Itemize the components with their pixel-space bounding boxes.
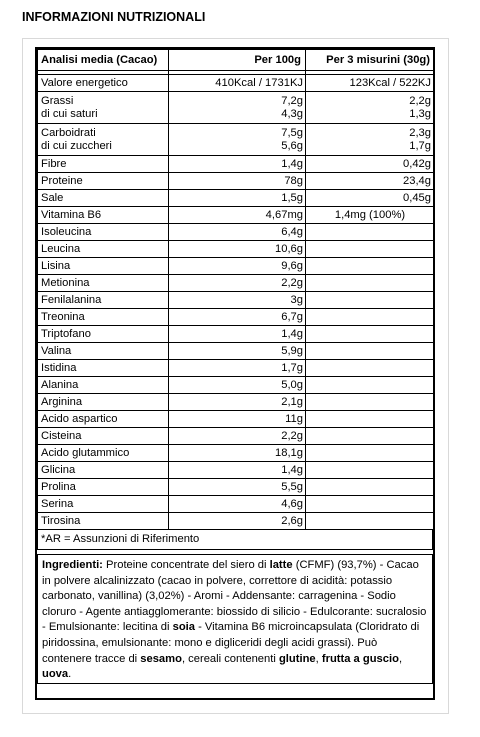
- table-row: [38, 326, 434, 343]
- row-label-value: Isoleucina: [41, 225, 92, 238]
- row-per-100g: [169, 275, 306, 292]
- row-per-100g-value: 3g: [290, 293, 303, 306]
- row-label-sub-value: di cui saturi: [41, 107, 98, 120]
- row-label: [38, 326, 169, 343]
- row-per-serving: [306, 173, 434, 190]
- table-row: [38, 462, 434, 479]
- row-label: [38, 173, 169, 190]
- row-label: [38, 513, 169, 530]
- row-per-100g: [169, 124, 306, 156]
- row-per-100g-value: 4,6g: [281, 497, 303, 510]
- row-label: [38, 224, 169, 241]
- row-label-value: Fenilalanina: [41, 293, 102, 306]
- row-per-serving: [306, 92, 434, 124]
- row-per-serving: [306, 462, 434, 479]
- table-row: [38, 224, 434, 241]
- row-label: [38, 445, 169, 462]
- ingredient-bold-text: soia: [172, 621, 195, 634]
- row-per-100g-value: 2,2g: [281, 429, 303, 442]
- ingredient-text: (CFMF) (93,7%) - Cacao in polvere alcalinizzato (cacao in polvere, correttore di acidità: potassio carbonato, vanillina) (3,02%) - Aromi - Addensante: carragenina - Sodio cloruro - Agente antiagglomerante: biossido di silicio - Edulcorante: sucralosio - Emulsionante: lecitina di: [42, 559, 427, 634]
- row-label-value: Sale: [41, 191, 64, 204]
- row-per-serving: [306, 124, 434, 156]
- row-per-serving: [306, 496, 434, 513]
- table-row: [38, 479, 434, 496]
- row-label-value: Valina: [41, 344, 72, 357]
- row-per-100g: [169, 411, 306, 428]
- table-row: [38, 377, 434, 394]
- row-per-100g: [169, 462, 306, 479]
- table-row: [38, 309, 434, 326]
- row-per-100g: [169, 258, 306, 275]
- row-per-serving: [306, 207, 434, 224]
- row-label: [38, 75, 169, 92]
- row-label-value: Serina: [41, 497, 74, 510]
- row-label-value: Grassi: [41, 94, 74, 107]
- row-per-100g: [169, 513, 306, 530]
- row-per-serving-sub-value: 1,7g: [409, 139, 431, 152]
- row-per-serving-value: 2,3g: [409, 126, 431, 139]
- table-row: [38, 292, 434, 309]
- ingredient-bold-text: glutine: [278, 652, 316, 665]
- row-per-100g-value: 5,9g: [281, 344, 303, 357]
- table-row: [38, 124, 434, 156]
- row-label: [38, 124, 169, 156]
- row-per-serving: [306, 309, 434, 326]
- row-per-100g: [169, 292, 306, 309]
- table-row: [38, 156, 434, 173]
- ingredient-text: ,: [398, 652, 403, 665]
- row-per-100g: [169, 496, 306, 513]
- row-per-100g-value: 11g: [285, 412, 303, 425]
- row-per-serving: [306, 241, 434, 258]
- row-label-value: Acido aspartico: [41, 412, 118, 425]
- row-label: [38, 190, 169, 207]
- nutrition-table: [35, 47, 435, 700]
- row-per-100g-value: 7,5g: [281, 126, 303, 139]
- row-per-serving-value: 0,45g: [403, 191, 431, 204]
- ingredient-text: Proteine concentrate del siero di: [102, 559, 270, 571]
- row-per-100g: [169, 156, 306, 173]
- row-per-100g: [169, 377, 306, 394]
- row-per-100g: [169, 224, 306, 241]
- row-label: [38, 275, 169, 292]
- row-label: [38, 241, 169, 258]
- row-per-serving: [306, 190, 434, 207]
- header-per-100g: Per 100g: [169, 50, 306, 71]
- table-row: [38, 275, 434, 292]
- row-label: [38, 394, 169, 411]
- row-per-100g: [169, 394, 306, 411]
- row-per-100g: [169, 92, 306, 124]
- row-label-value: Proteine: [41, 174, 83, 187]
- row-label-value: Arginina: [41, 395, 83, 408]
- row-label-sub-value: di cui zuccheri: [41, 139, 112, 152]
- table-row: [38, 394, 434, 411]
- row-per-serving-value: 0,42g: [403, 157, 431, 170]
- row-label-value: Triptofano: [41, 327, 91, 340]
- row-per-100g-value: 2,6g: [281, 514, 303, 527]
- row-per-serving: [306, 156, 434, 173]
- row-per-serving: [306, 411, 434, 428]
- row-per-100g: [169, 241, 306, 258]
- row-per-100g: [169, 309, 306, 326]
- row-per-100g-value: 410Kcal / 1731KJ: [215, 76, 303, 89]
- row-label-value: Treonina: [41, 310, 85, 323]
- table-row: [38, 173, 434, 190]
- row-label: [38, 207, 169, 224]
- page-title: INFORMAZIONI NUTRIZIONALI: [22, 10, 206, 24]
- ingredient-bold-text: sesamo: [140, 652, 182, 665]
- reference-note: *AR = Assunzioni di Riferimento: [37, 530, 433, 550]
- row-label: [38, 309, 169, 326]
- row-per-100g-value: 1,5g: [281, 191, 303, 204]
- row-per-100g: [169, 445, 306, 462]
- row-label-value: Carboidrati: [41, 126, 96, 139]
- row-label: [38, 92, 169, 124]
- row-per-serving: [306, 394, 434, 411]
- row-per-serving: [306, 377, 434, 394]
- row-per-100g-value: 78g: [284, 174, 303, 187]
- row-per-100g-sub-value: 5,6g: [281, 139, 303, 152]
- row-per-serving: [306, 292, 434, 309]
- row-per-100g-value: 1,7g: [281, 361, 303, 374]
- row-per-serving: [306, 75, 434, 92]
- row-per-serving: [306, 258, 434, 275]
- row-per-100g: [169, 173, 306, 190]
- row-per-100g-value: 10,6g: [275, 242, 303, 255]
- row-per-serving-sub-value: 1,3g: [409, 107, 431, 120]
- row-label-value: Acido glutammico: [41, 446, 130, 459]
- row-per-100g: [169, 207, 306, 224]
- table-row: [38, 190, 434, 207]
- row-label: [38, 411, 169, 428]
- row-per-100g: [169, 479, 306, 496]
- row-per-serving: [306, 224, 434, 241]
- row-per-100g-value: 1,4g: [281, 157, 303, 170]
- row-per-100g: [169, 360, 306, 377]
- row-per-100g-value: 2,2g: [281, 276, 303, 289]
- row-per-serving: [306, 326, 434, 343]
- ingredient-text: , cereali contenenti: [181, 652, 279, 665]
- row-label-value: Fibre: [41, 157, 67, 170]
- row-per-100g: [169, 343, 306, 360]
- row-per-serving: [306, 445, 434, 462]
- row-per-100g: [169, 190, 306, 207]
- row-label: [38, 496, 169, 513]
- row-per-serving-value: 2,2g: [409, 94, 431, 107]
- row-per-100g-value: 7,2g: [281, 94, 303, 107]
- row-per-serving-value: 23,4g: [403, 174, 431, 187]
- row-label-value: Lisina: [41, 259, 71, 272]
- row-label: [38, 156, 169, 173]
- row-per-100g-value: 5,5g: [281, 480, 303, 493]
- row-label: [38, 377, 169, 394]
- table-row: [38, 75, 434, 92]
- ingredient-bold-text: latte: [269, 559, 293, 571]
- row-label-value: Istidina: [41, 361, 77, 374]
- row-per-100g: [169, 326, 306, 343]
- row-label: [38, 343, 169, 360]
- header-per-serving: Per 3 misurini (30g): [306, 50, 434, 71]
- row-per-100g-value: 5,0g: [281, 378, 303, 391]
- row-per-serving: [306, 275, 434, 292]
- ingredient-bold-text: uova: [42, 668, 69, 681]
- row-label: [38, 479, 169, 496]
- row-per-100g-value: 6,4g: [281, 225, 303, 238]
- table-header-row: [38, 50, 434, 71]
- row-label: [38, 258, 169, 275]
- row-per-serving: [306, 360, 434, 377]
- row-label-value: Vitamina B6: [41, 208, 102, 221]
- ingredient-bold-text: frutta a guscio: [321, 652, 399, 665]
- row-label: [38, 428, 169, 445]
- row-label: [38, 360, 169, 377]
- table-row: [38, 496, 434, 513]
- row-per-serving: [306, 428, 434, 445]
- ingredient-text: .: [68, 668, 72, 681]
- row-per-100g-sub-value: 4,3g: [281, 107, 303, 120]
- row-per-100g-value: 9,6g: [281, 259, 303, 272]
- header-analysis: Analisi media (Cacao): [38, 50, 169, 71]
- ingredients-block: [37, 554, 433, 684]
- ingredient-text: - Vitamina B6 microincapsulata (Cloridrato di piridossina, emulsionante: mono e digliceridi degli acidi grassi). Può contenere tracce di: [42, 621, 420, 665]
- row-per-100g: [169, 428, 306, 445]
- row-label-value: Valore energetico: [41, 76, 128, 89]
- table-row: [38, 513, 434, 530]
- row-label-value: Alanina: [41, 378, 79, 391]
- row-per-100g-value: 1,4g: [281, 463, 303, 476]
- row-per-serving-value: 1,4mg (100%): [334, 208, 406, 221]
- row-per-100g-value: 18,1g: [275, 446, 303, 459]
- table-row: [38, 428, 434, 445]
- row-label: [38, 462, 169, 479]
- row-per-serving: [306, 479, 434, 496]
- table-row: [38, 92, 434, 124]
- row-per-100g-value: 4,67mg: [265, 208, 303, 221]
- row-label-value: Leucina: [41, 242, 81, 255]
- ingredient-text: ,: [315, 652, 322, 665]
- table-row: [38, 360, 434, 377]
- row-per-serving: [306, 513, 434, 530]
- row-label-value: Glicina: [41, 463, 76, 476]
- row-label-value: Metionina: [41, 276, 90, 289]
- ingredient-bold-text: Ingredienti:: [42, 559, 103, 571]
- table-row: [38, 411, 434, 428]
- row-label-value: Tirosina: [41, 514, 81, 527]
- row-per-serving: [306, 343, 434, 360]
- nutrition-grid: [37, 49, 434, 530]
- table-row: [38, 207, 434, 224]
- table-row: [38, 445, 434, 462]
- table-row: [38, 241, 434, 258]
- table-row: [38, 343, 434, 360]
- row-per-100g-value: 1,4g: [281, 327, 303, 340]
- row-label: [38, 292, 169, 309]
- row-per-100g-value: 2,1g: [281, 395, 303, 408]
- table-row: [38, 258, 434, 275]
- row-label-value: Prolina: [41, 480, 76, 493]
- row-label-value: Cisteina: [41, 429, 82, 442]
- row-per-serving-value: 123Kcal / 522KJ: [349, 76, 431, 89]
- row-per-100g-value: 6,7g: [281, 310, 303, 323]
- row-per-100g: [169, 75, 306, 92]
